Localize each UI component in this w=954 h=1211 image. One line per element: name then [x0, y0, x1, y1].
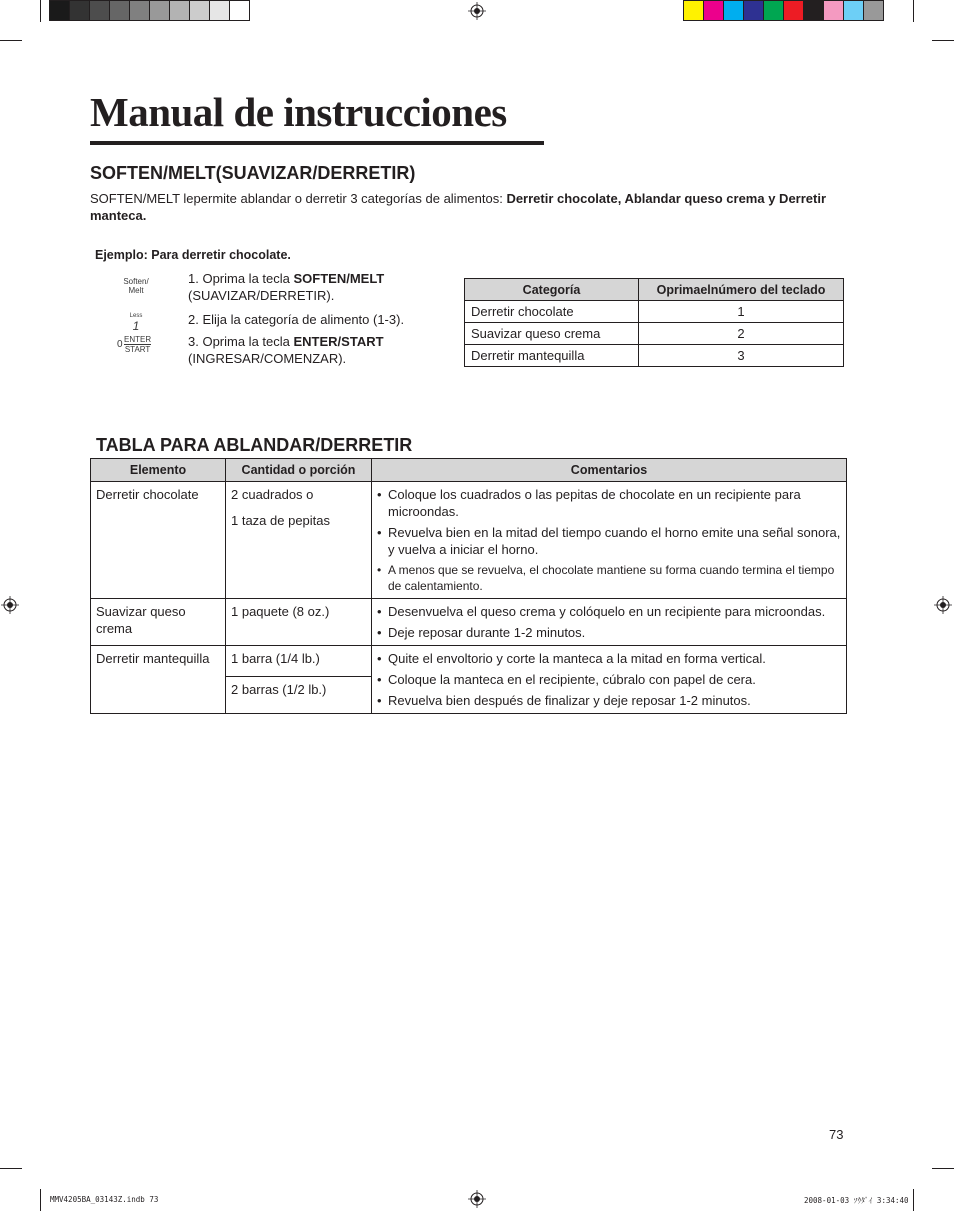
comment-item: [377, 524, 841, 558]
keypad-number: 1: [639, 301, 844, 323]
keypad-number: 2: [639, 323, 844, 345]
table-title: TABLA PARA ABLANDAR/DERRETIR: [96, 435, 413, 455]
category-name: Derretir mantequilla: [465, 345, 639, 367]
step-3-translation: (INGRESAR/COMENZAR).: [188, 351, 347, 366]
item-cell: Derretir chocolate: [91, 482, 226, 599]
comments-cell: [372, 482, 847, 599]
step-1-translation: (SUAVIZAR/DERRETIR).: [188, 288, 335, 303]
comment-text: Revuelva bien después de finalizar y deje reposar 1-2 minutos.: [388, 693, 751, 708]
color-swatch: [743, 0, 764, 21]
title-underline: [90, 141, 544, 145]
comment-item: [377, 692, 841, 709]
comment-text: Quite el envoltorio y corte la manteca a la mitad en forma vertical.: [388, 651, 766, 666]
example-heading: Ejemplo: Para derretir chocolate.: [95, 248, 291, 262]
color-swatch: [89, 0, 110, 21]
comment-item: [377, 650, 841, 667]
color-swatch: [229, 0, 250, 21]
comments-cell: [372, 599, 847, 646]
color-swatch: [703, 0, 724, 21]
bullet: •: [377, 625, 382, 640]
step-3-text: 3. Oprima la tecla: [188, 334, 294, 349]
table-row: [91, 599, 847, 646]
soften-melt-key-icon: [112, 277, 160, 295]
registration-mark-icon: [468, 2, 486, 20]
comment-text: A menos que se revuelva, el chocolate mantiene su forma cuando termina el tiempo de calentamiento.: [388, 563, 835, 593]
soften-melt-table: [90, 458, 847, 714]
bullet: •: [377, 604, 382, 619]
comment-item: [377, 624, 841, 641]
amount-cell: 2 barras (1/2 lb.): [226, 677, 372, 714]
color-swatch: [129, 0, 150, 21]
section-title: SOFTEN/MELT(SUAVIZAR/DERRETIR): [90, 163, 416, 183]
crop-mark: [913, 1189, 914, 1211]
start-key-label: START: [124, 345, 151, 354]
table-row: [465, 323, 844, 345]
step-1: [188, 270, 438, 304]
color-swatch: [683, 0, 704, 21]
step-1-key: SOFTEN/MELT: [293, 271, 385, 286]
bullet: •: [377, 651, 382, 666]
amount: 2 cuadrados o: [231, 487, 314, 502]
melt-key-label: Melt: [128, 286, 144, 295]
color-swatch: [209, 0, 230, 21]
color-swatch: [109, 0, 130, 21]
comment-item: [377, 603, 841, 620]
soften-key-label: Soften/: [123, 277, 149, 286]
amount-cell: 1 paquete (8 oz.): [226, 599, 372, 646]
table-header-row: [465, 279, 844, 301]
comment-text: Desenvuelva el queso crema y colóquelo en un recipiente para microondas.: [388, 604, 826, 619]
column-header: Elemento: [91, 459, 226, 482]
bullet: •: [377, 672, 382, 687]
step-1-text: 1. Oprima la tecla: [188, 271, 294, 286]
comments-cell: [372, 646, 847, 714]
comment-item: [377, 486, 841, 520]
column-header: Cantidad o porción: [226, 459, 372, 482]
table-row: [91, 646, 847, 677]
intro-text: SOFTEN/MELT lepermite ablandar o derretir 3 categorías de alimentos:: [90, 191, 507, 206]
crop-mark: [0, 40, 22, 41]
column-header: Comentarios: [372, 459, 847, 482]
intro-paragraph: [90, 190, 850, 224]
enter-key-symbol: 0: [117, 339, 123, 350]
color-swatch: [723, 0, 744, 21]
crop-mark: [40, 1189, 41, 1211]
color-swatch: [803, 0, 824, 21]
step-3-key: ENTER/START: [293, 334, 384, 349]
column-header: Categoría: [465, 279, 639, 301]
category-name: Derretir chocolate: [465, 301, 639, 323]
bullet: •: [377, 693, 382, 708]
intro-bold: Derretir chocolate, Ablandar queso crema y Derretir manteca.: [90, 191, 827, 223]
enter-key-text: [124, 335, 151, 354]
color-swatch: [149, 0, 170, 21]
step-2: [188, 311, 438, 328]
crop-mark: [932, 40, 954, 41]
color-swatch: [69, 0, 90, 21]
item-cell: Derretir mantequilla: [91, 646, 226, 714]
color-swatch: [49, 0, 70, 21]
page-title: Manual de instrucciones: [90, 89, 507, 135]
comment-item: [377, 671, 841, 688]
bullet: •: [377, 563, 382, 577]
amount-cell: [226, 482, 372, 599]
table-row: [91, 482, 847, 599]
page-number: 73: [829, 1127, 844, 1142]
number-key-small-label: Less: [129, 313, 143, 319]
item-cell: Suavizar queso crema: [91, 599, 226, 646]
enter-key-label: ENTER: [124, 335, 152, 344]
comment-text: Coloque los cuadrados o las pepitas de chocolate en un recipiente para microondas.: [388, 487, 801, 519]
crop-mark: [0, 1168, 22, 1169]
color-swatch: [843, 0, 864, 21]
number-key-icon: [112, 313, 160, 332]
crop-mark: [40, 0, 41, 22]
bullet: •: [377, 487, 382, 502]
table-row: [465, 301, 844, 323]
table-header-row: [91, 459, 847, 482]
keypad-number: 3: [639, 345, 844, 367]
slug-filename: MMV4205BA_03143Z.indb 73: [50, 1195, 159, 1204]
color-swatch: [763, 0, 784, 21]
crop-mark: [932, 1168, 954, 1169]
color-swatch: [863, 0, 884, 21]
color-swatch: [783, 0, 804, 21]
table-row: [465, 345, 844, 367]
comment-text: Deje reposar durante 1-2 minutos.: [388, 625, 586, 640]
category-name: Suavizar queso crema: [465, 323, 639, 345]
step-2-text: 2. Elija la categoría de alimento (1-3).: [188, 312, 405, 327]
color-swatch: [189, 0, 210, 21]
color-swatch: [823, 0, 844, 21]
registration-mark-icon: [468, 1190, 486, 1208]
bullet: •: [377, 525, 382, 540]
slug-timestamp: 2008-01-03 ｿｳﾀﾞｲ 3:34:40: [804, 1196, 909, 1205]
crop-mark: [913, 0, 914, 22]
registration-mark-icon: [1, 596, 19, 614]
comment-text: Coloque la manteca en el recipiente, cúbralo con papel de cera.: [388, 672, 756, 687]
comment-text: Revuelva bien en la mitad del tiempo cuando el horno emite una señal sonora, y vuelva a iniciar el horno.: [388, 525, 841, 557]
comment-item: [377, 562, 841, 594]
enter-start-key-icon: [117, 335, 163, 355]
registration-mark-icon: [934, 596, 952, 614]
amount: 1 taza de pepitas: [231, 513, 331, 528]
step-3: [188, 333, 438, 367]
number-key-digit: 1: [132, 319, 140, 333]
color-swatch: [169, 0, 190, 21]
amount-cell: 1 barra (1/4 lb.): [226, 646, 372, 677]
column-header: Oprimaelnúmero del teclado: [639, 279, 844, 301]
category-table: [464, 278, 844, 367]
